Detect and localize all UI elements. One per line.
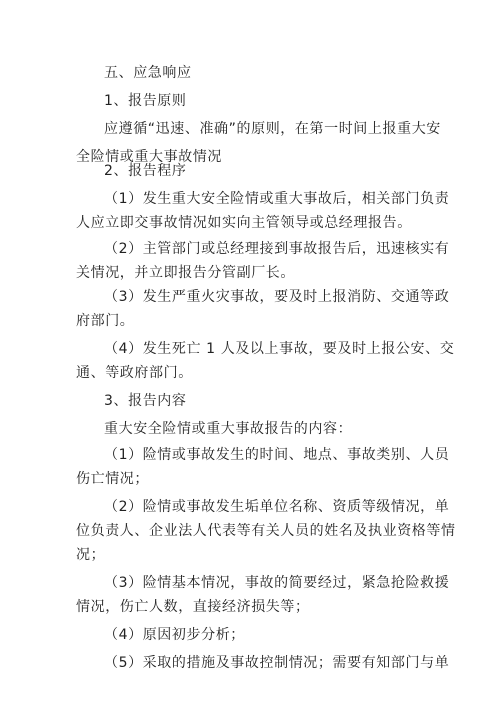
paragraph-line: （2）险情或事故发生垢单位名称、资质等级情况，单 xyxy=(104,499,450,515)
paragraph-line: （3）险情基本情况，事故的简要经过，紧急抢险救援 xyxy=(104,575,450,591)
paragraph-line: 位负责人、企业法人代表等有关人员的姓名及执业资格等情 xyxy=(76,523,456,539)
paragraph-line: （2）主管部门或总经理接到事故报告后，迅速核实有 xyxy=(104,241,450,257)
subheading-report-content: 3、报告内容 xyxy=(104,393,187,409)
paragraph-line: 重大安全险情或重大事故报告的内容： xyxy=(104,421,353,437)
paragraph-line: （4）原因初步分析； xyxy=(104,627,245,643)
subheading-report-procedure: 2、报告程序 xyxy=(104,163,187,179)
paragraph-line: 通、等政府部门。 xyxy=(76,365,193,381)
paragraph-line: 全险情或重大事故情况 xyxy=(76,149,222,165)
paragraph-line: 伤亡情况； xyxy=(76,471,149,487)
paragraph-line: （1）险情或事故发生的时间、地点、事故类别、人员 xyxy=(104,447,450,463)
paragraph-line: （4）发生死亡 1 人及以上事故，要及时上报公安、交 xyxy=(104,341,455,357)
paragraph-line: 人应立即交事故情况如实向主管领导或总经理报告。 xyxy=(76,215,412,231)
paragraph-line: 府部门。 xyxy=(76,313,135,329)
paragraph-line: （5）采取的措施及事故控制情况；需要有知部门与单 xyxy=(104,655,450,671)
paragraph-line: 关情况，并立即报告分管副厂长。 xyxy=(76,265,295,281)
subheading-report-principle: 1、报告原则 xyxy=(104,93,187,109)
paragraph-line: （3）发生严重火灾事故，要及时上报消防、交通等政 xyxy=(104,289,450,305)
section-heading: 五、应急响应 xyxy=(104,65,192,81)
paragraph-line: 应遵循“迅速、准确”的原则，在第一时间上报重大安 xyxy=(104,121,441,137)
paragraph-line: （1）发生重大安全险情或重大事故后，相关部门负责 xyxy=(104,191,450,207)
paragraph-line: 情况，伤亡人数，直接经济损失等； xyxy=(76,599,310,615)
paragraph-line: 况； xyxy=(76,547,106,563)
